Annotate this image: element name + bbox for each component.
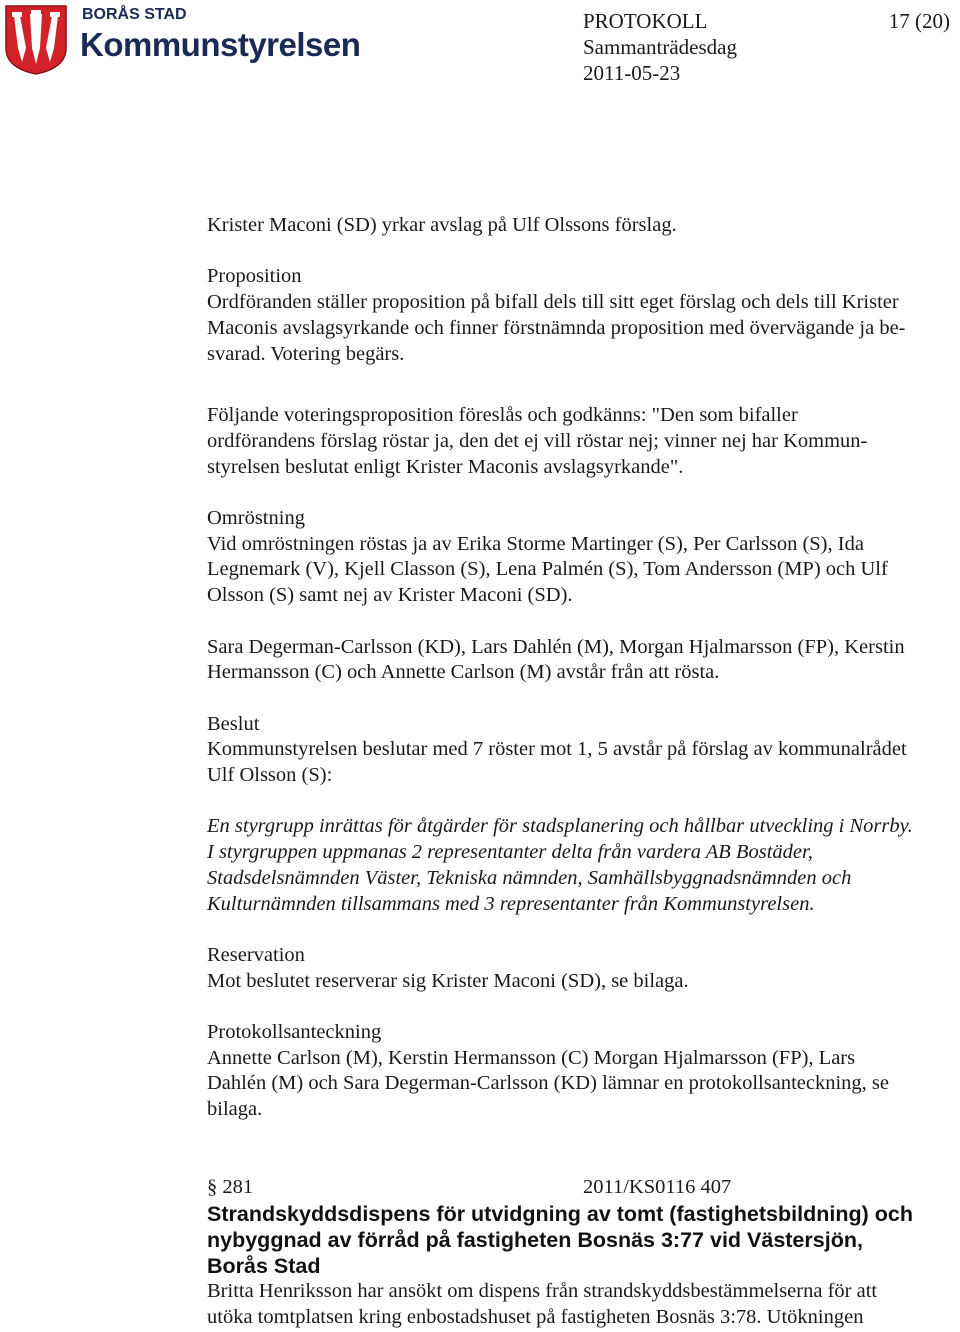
text-line: svarad. Votering begärs. — [207, 342, 405, 365]
org-name-top: BORÅS STAD — [82, 6, 187, 23]
text-line: Annette Carlson (M), Kerstin Hermansson (C) Morgan Hjalmarsson (FP), Lars — [207, 1046, 856, 1069]
section-title-line: Borås Stad — [207, 1253, 321, 1278]
meeting-label: Sammanträdesdag — [583, 35, 737, 59]
section-heading: Beslut — [207, 712, 260, 735]
text-line: Olsson (S) samt nej av Krister Maconi (SD). — [207, 584, 573, 607]
section-title-line: Strandskyddsdispens för utvidgning av tomt (fastighetsbildning) och — [207, 1201, 913, 1226]
text-line: bilaga. — [207, 1098, 263, 1121]
text-line: Mot beslutet reserverar sig Krister Maconi (SD), se bilaga. — [207, 969, 689, 992]
page-number: 17 (20) — [888, 9, 950, 33]
text-line: utöka tomtplatsen kring enbostadshuset på fastigheten Bosnäs 3:78. Utökningen — [207, 1305, 864, 1328]
text-line: Kommunstyrelsen beslutar med 7 röster mot 1, 5 avstår på förslag av kommunalrådet — [207, 738, 907, 761]
text-line: Hermansson (C) och Annette Carlson (M) avstår från att rösta. — [207, 661, 720, 684]
case-reference: 2011/KS0116 407 — [583, 1175, 732, 1198]
section-heading: Protokollsanteckning — [207, 1020, 382, 1043]
protocol-body — [207, 213, 959, 1330]
text-line: ordförandens förslag röstar ja, den det ej vill röstar nej; vinner nej har Kommun- — [207, 429, 868, 452]
decision-line: Stadsdelsnämnden Väster, Tekniska nämnden, Samhällsbyggnadsnämnden och — [207, 866, 852, 889]
meeting-date: 2011-05-23 — [583, 61, 681, 85]
text-line: Ulf Olsson (S): — [207, 764, 333, 786]
boras-stad-coat-of-arms — [4, 4, 68, 76]
decision-line: I styrgruppen uppmanas 2 representanter delta från vardera AB Bostäder, — [207, 841, 813, 864]
paragraph: Krister Maconi (SD) yrkar avslag på Ulf Olssons förslag. — [207, 214, 677, 236]
text-line: Legnemark (V), Kjell Classon (S), Lena Palmén (S), Tom Andersson (MP) och Ulf — [207, 558, 888, 581]
org-name-main: Kommunstyrelsen — [80, 26, 361, 63]
text-line: Vid omröstningen röstas ja av Erika Storme Martinger (S), Per Carlsson (S), Ida — [207, 532, 864, 555]
section-number: § 281 — [207, 1175, 254, 1198]
section-title-line: nybyggnad av förråd på fastigheten Bosnäs 3:77 vid Västersjön, — [207, 1227, 863, 1252]
section-heading: Proposition — [207, 265, 302, 288]
text-line: Britta Henriksson har ansökt om dispens från strandskyddsbestämmelserna för att — [207, 1279, 878, 1302]
text-line: Ordföranden ställer proposition på bifall dels till sitt eget förslag och dels till Krister — [207, 291, 899, 314]
text-line: Dahlén (M) och Sara Degerman-Carlsson (KD) lämnar en protokollsanteckning, se — [207, 1072, 889, 1095]
text-line: styrelsen beslutat enligt Krister Maconis avslagsyrkande". — [207, 455, 684, 478]
doc-type: PROTOKOLL — [583, 9, 708, 33]
decision-line: Kulturnämnden tillsammans med 3 representanter från Kommunstyrelsen. — [207, 892, 815, 915]
text-line: Följande voteringsproposition föreslås och godkänns: "Den som bifaller — [207, 404, 798, 427]
section-heading: Reservation — [207, 943, 305, 966]
text-line: Sara Degerman-Carlsson (KD), Lars Dahlén (M), Morgan Hjalmarsson (FP), Kerstin — [207, 635, 905, 658]
section-heading: Omröstning — [207, 507, 305, 529]
section-header-row — [207, 1175, 959, 1201]
decision-line: En styrgrupp inrättas för åtgärder för stadsplanering och hållbar utveckling i Norrby. — [207, 815, 913, 838]
text-line: Maconis avslagsyrkande och finner förstnämnda proposition med övervägande ja be- — [207, 316, 906, 339]
